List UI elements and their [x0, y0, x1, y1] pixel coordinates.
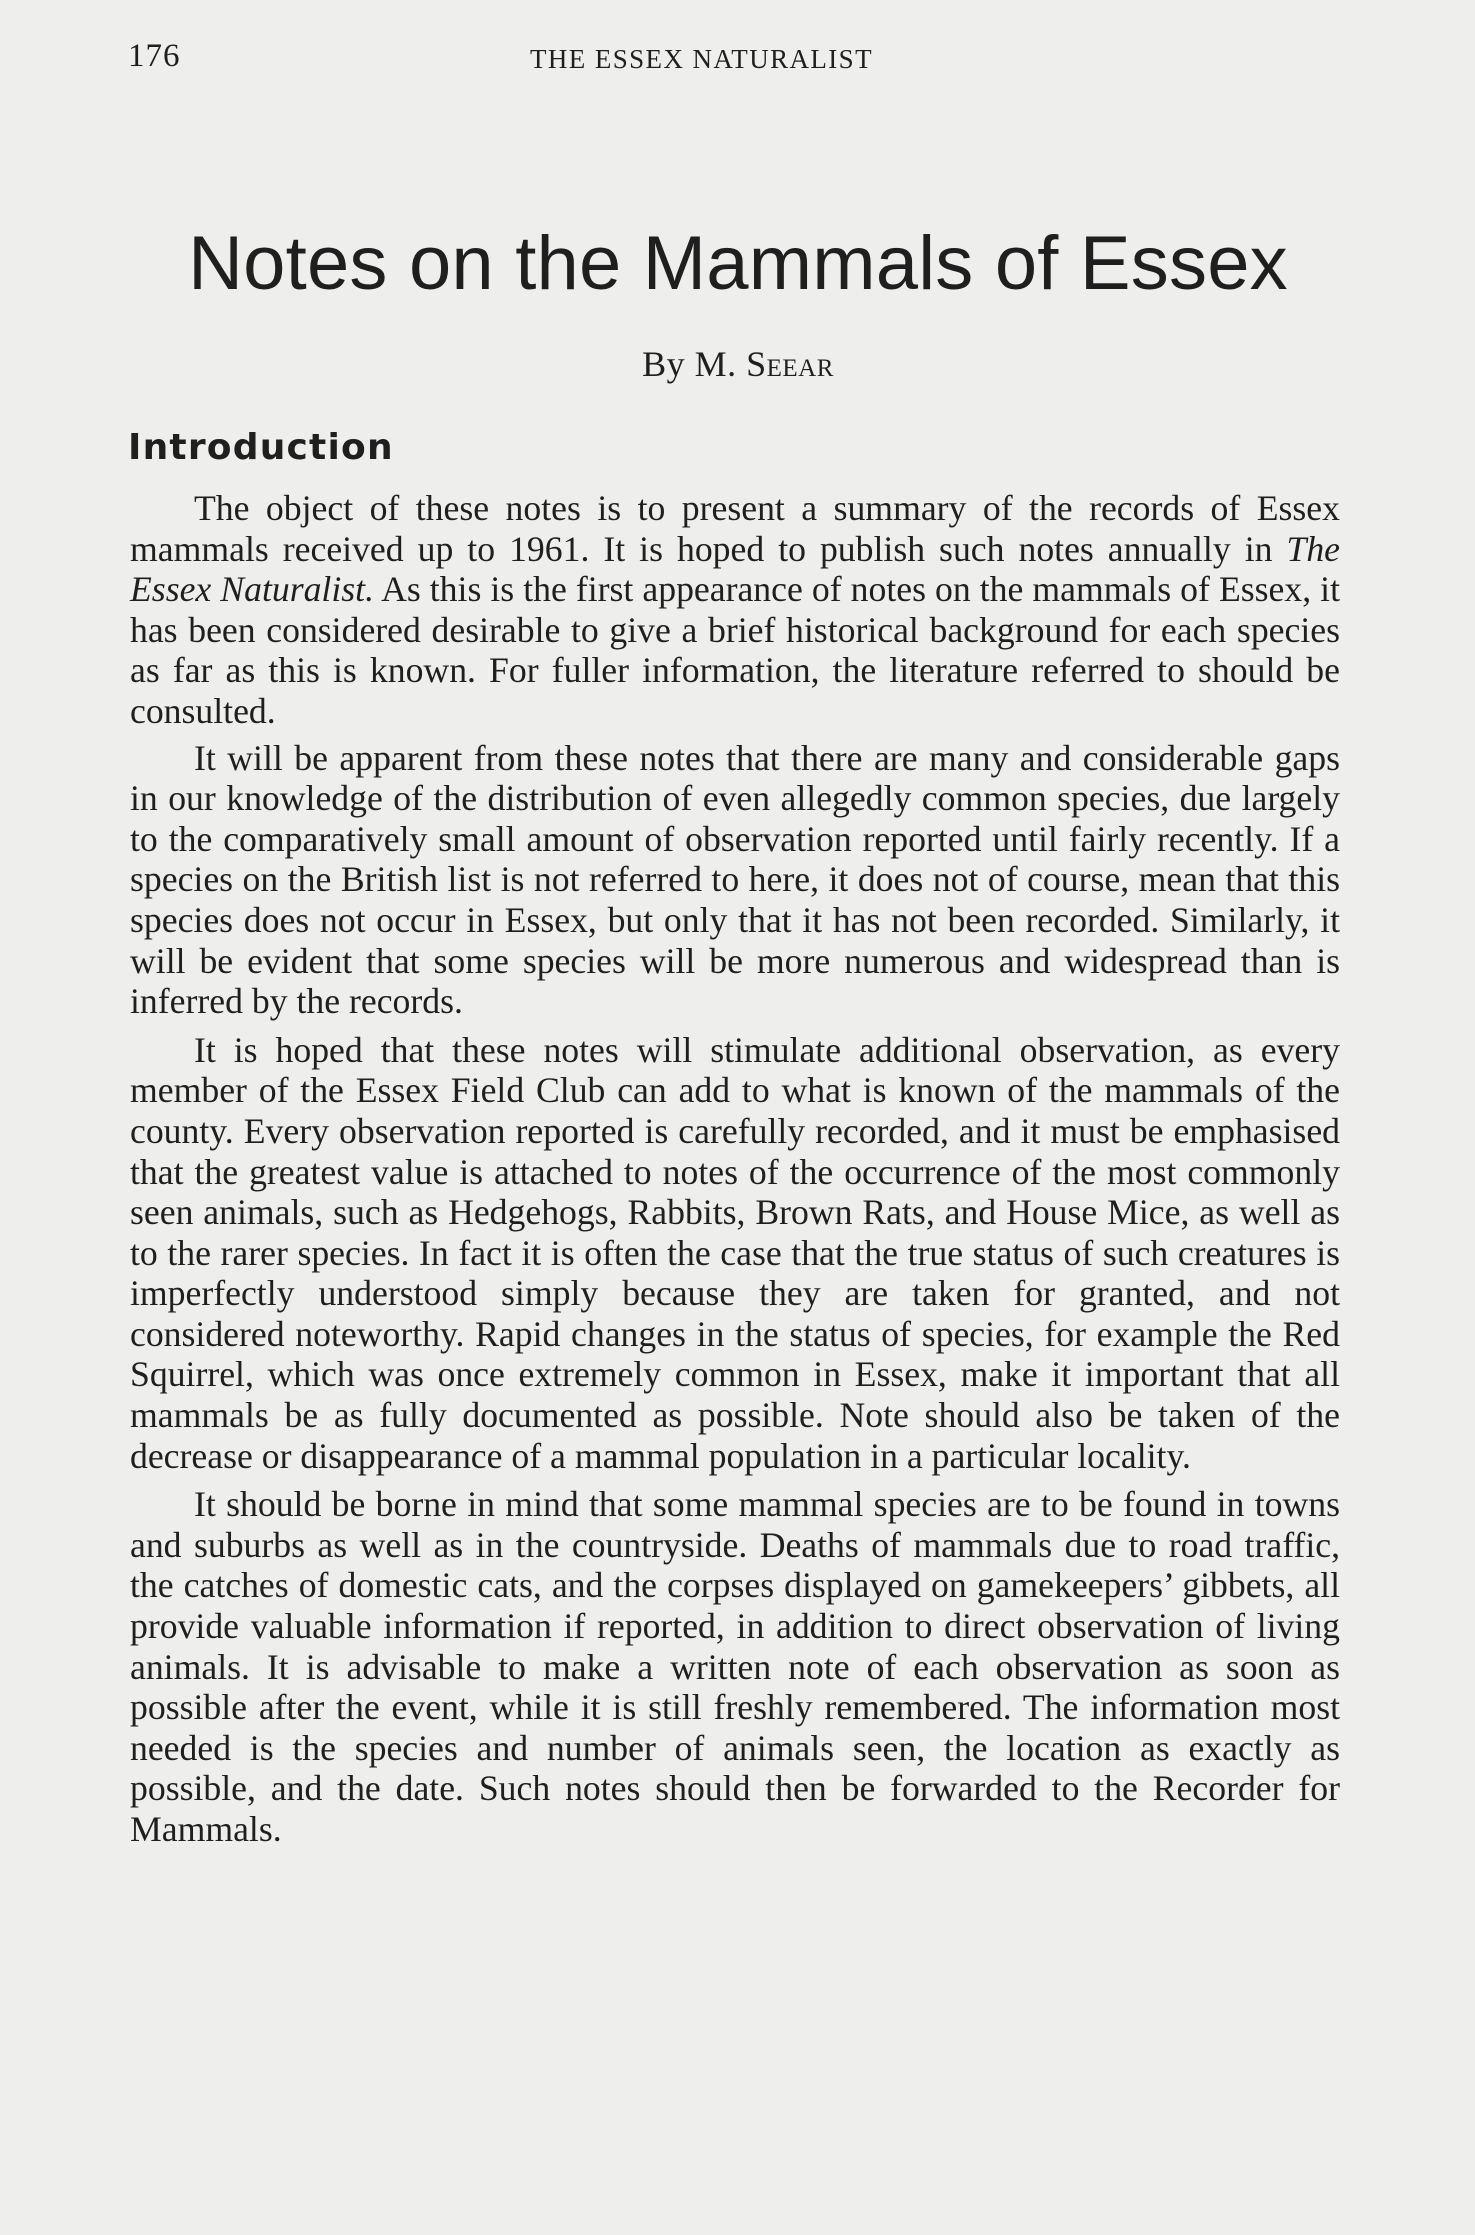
paragraph-1-text-end: As this is the first appearance of notes on the mammals of Essex, it has been considered desirable to give a brief historical background for each species as far as this is known. For fuller information, the literature referred to should be consulted.	[130, 569, 1340, 731]
paragraph-1	[130, 488, 1340, 732]
paragraph-2: It will be apparent from these notes that there are many and considerable gaps in our knowledge of the distribution of even allegedly common species, due largely to the comparatively small amount of observation reported until fairly recently. If a species on the British list is not referred to here, it does not of course, mean that this species does not occur in Essex, but only that it has not been recorded. Similarly, it will be evident that some species will be more numerous and widespread than is inferred by the records.	[130, 737, 1340, 1022]
paragraph-3: It is hoped that these notes will stimulate additional observation, as every member of the Essex Field Club can add to what is known of the mammals of the county. Every observation reported is carefully recorded, and it must be emphasised that the greatest value is attached to notes of the occurrence of the most commonly seen animals, such as Hedgehogs, Rabbits, Brown Rats, and House Mice, as well as to the rarer species. In fact it is often the case that the true status of such creatures is imperfectly understood simply because they are taken for granted, and not considered noteworthy. Rapid changes in the status of species, for example the Red Squirrel, which was once extremely common in Essex, make it important that all mammals be as fully documented as possible. Note should also be taken of the decrease or disappearance of a mammal population in a particular locality.	[130, 1029, 1340, 1476]
section-heading-introduction: Introduction	[128, 427, 394, 468]
paragraph-1-text-start: The object of these notes is to present a summary of the records of Essex mammals received up to 1961. It is hoped to publish such notes annually in	[130, 488, 1340, 569]
paragraph-4: It should be borne in mind that some mammal species are to be found in towns and suburbs as well as in the countryside. Deaths of mammals due to road traffic, the catches of domestic cats, and the corpses displayed on gamekeepers’ gibbets, all provide valuable information if reported, in addition to direct observation of living animals. It is advisable to make a written note of each observation as soon as possible after the event, while it is still freshly remembered. The information most needed is the species and number of animals seen, the location as exactly as possible, and the date. Such notes should then be forwarded to the Recorder for Mammals.	[130, 1484, 1340, 1849]
journal-name: THE ESSEX NATURALIST	[530, 44, 873, 74]
author-name: Seear	[746, 344, 834, 384]
journal-title-italic: The Essex Naturalist.	[130, 528, 1340, 610]
page-number: 176	[128, 38, 181, 74]
author-byline	[128, 343, 1348, 385]
article-body	[130, 488, 1340, 1858]
running-header	[128, 38, 1348, 86]
article-title: Notes on the Mammals of Essex	[188, 221, 1288, 306]
byline-prefix: By M.	[642, 344, 747, 384]
